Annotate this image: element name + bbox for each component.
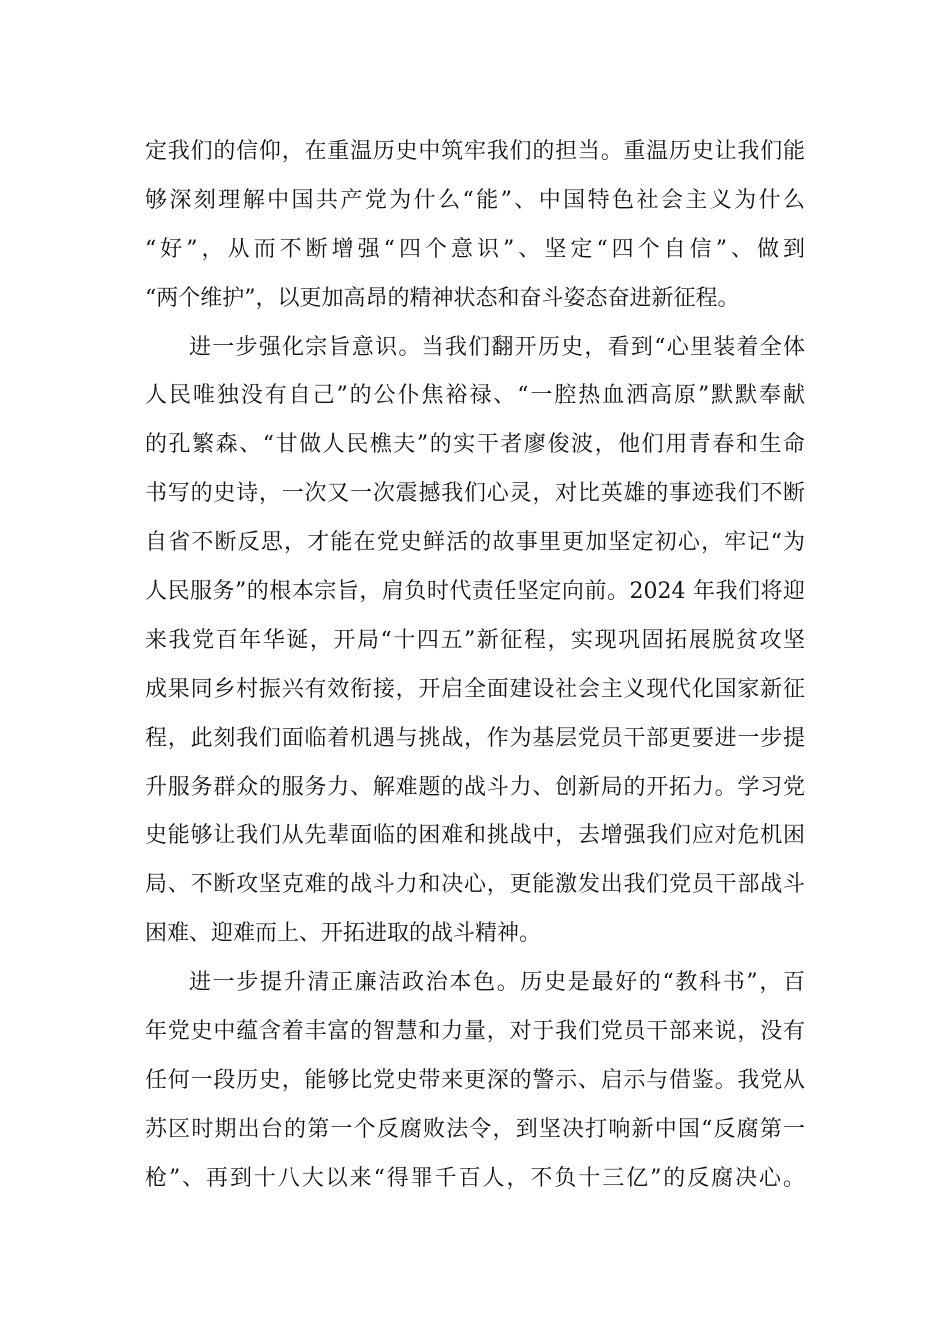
text-line: 年党史中蕴含着丰富的智慧和力量，对于我们党员干部来说，没有 bbox=[145, 1019, 805, 1045]
text-line: 人民服务”的根本宗旨，肩负时代责任坚定向前。2024 年我们将迎 bbox=[145, 579, 805, 605]
text-line: 够深刻理解中国共产党为什么“能”、中国特色社会主义为什么 bbox=[145, 187, 805, 213]
text-line: 自省不断反思，才能在党史鲜活的故事里更加坚定初心，牢记“为 bbox=[145, 530, 805, 556]
text-line: 局、不断攻坚克难的战斗力和决心，更能激发出我们党员干部战斗 bbox=[145, 872, 805, 898]
text-line: “好”，从而不断增强“四个意识”、坚定“四个自信”、做到 bbox=[145, 236, 805, 262]
text-line: 困难、迎难而上、开拓进取的战斗精神。 bbox=[145, 921, 542, 947]
text-line: 任何一段历史，能够比党史带来更深的警示、启示与借鉴。我党从 bbox=[145, 1067, 805, 1093]
text-line: 苏区时期出台的第一个反腐败法令，到坚决打响新中国“反腐第一 bbox=[145, 1116, 805, 1142]
text-line: 的孔繁森、“甘做人民樵夫”的实干者廖俊波，他们用青春和生命 bbox=[145, 432, 805, 458]
text-line: 来我党百年华诞，开局“十四五”新征程，实现巩固拓展脱贫攻坚 bbox=[145, 627, 805, 653]
text-line: 程，此刻我们面临着机遇与挑战，作为基层党员干部更要进一步提 bbox=[145, 725, 805, 751]
document-page bbox=[145, 128, 805, 1204]
text-line: 史能够让我们从先辈面临的困难和挑战中，去增强我们应对危机困 bbox=[145, 823, 805, 849]
text-line: 枪”、再到十八大以来“得罪千百人，不负十三亿”的反腐决心。 bbox=[145, 1165, 805, 1191]
text-line: 成果同乡村振兴有效衔接，开启全面建设社会主义现代化国家新征 bbox=[145, 676, 805, 702]
text-line: 人民唯独没有自己”的公仆焦裕禄、“一腔热血洒高原”默默奉献 bbox=[145, 383, 805, 409]
text-line: 书写的史诗，一次又一次震撼我们心灵，对比英雄的事迹我们不断 bbox=[145, 481, 805, 507]
paragraph-first-line: 进一步提升清正廉洁政治本色。历史是最好的“教科书”，百 bbox=[189, 970, 805, 996]
text-line: 定我们的信仰，在重温历史中筑牢我们的担当。重温历史让我们能 bbox=[145, 139, 805, 164]
paragraph-first-line: 进一步强化宗旨意识。当我们翻开历史，看到“心里装着全体 bbox=[189, 334, 805, 360]
text-line: “两个维护”，以更加高昂的精神状态和奋斗姿态奋进新征程。 bbox=[145, 285, 740, 311]
text-line: 升服务群众的服务力、解难题的战斗力、创新局的开拓力。学习党 bbox=[145, 774, 805, 800]
